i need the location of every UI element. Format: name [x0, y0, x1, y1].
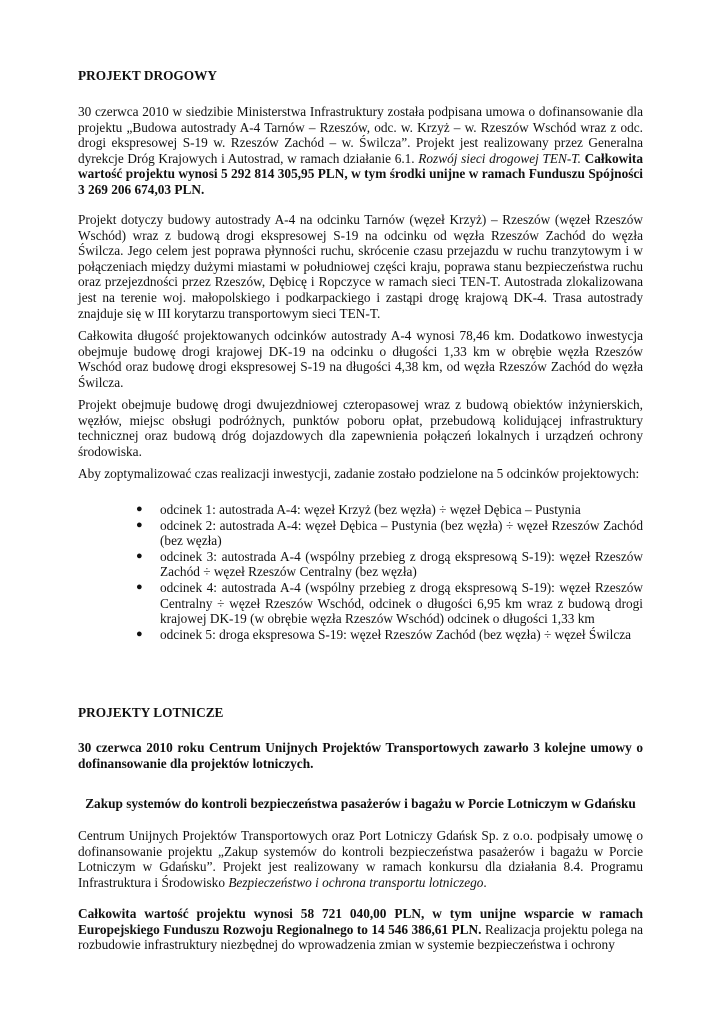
list-item: ● odcinek 1: autostrada A-4: węzeł Krzyż (bez węzła) ÷ węzeł Dębica – Pustynia	[136, 502, 581, 517]
road-sections-list	[78, 502, 643, 642]
bullet-icon: ●	[136, 503, 143, 515]
road-section-heading: PROJEKT DROGOWY	[78, 68, 218, 83]
bullet-icon: ●	[136, 518, 143, 531]
air-section-heading: PROJEKTY LOTNICZE	[78, 705, 224, 720]
air-lead-paragraph	[78, 740, 643, 771]
air-project-paragraph: Centrum Unijnych Projektów Transportowych oraz Port Lotniczy Gdańsk Sp. z o.o. podpisały umowę o dofinansowanie projektu „Zakup systemów do kontroli bezpieczeństwa pasażerów i bagażu w Porcie Lotniczym w Gdańsku”. Projekt jest realizowany w ramach konkursu dla działania 8.4. Programu Infrastruktura i Środowisko Bezpieczeństwo i ochrona transportu lotniczego.	[78, 828, 643, 890]
list-item: ● odcinek 4: autostrada A-4 (wspólny przebieg z drogą ekspresową S-19): węzeł Rzeszów Centralny ÷ węzeł Rzeszów Wschód, odcinek o długości 6,95 km wraz z budową drogi krajowej DK-19 (w obrębie węzła Rzeszów Wschód) odcinek o długości 1,33 km	[136, 579, 643, 627]
road-works-text: Projekt obejmuje budowę drogi dwujezdniowej czteropasowej wraz z budową obiektów inżynierskich, węzłów, miejsc obsługi podróżnych, punktów poboru opłat, przebudową kolidującej infrastruktury technicznej oraz budową dróg dojazdowych dla zapewnienia połączeń lokalnych i urządzeń ochrony środowiska.	[78, 397, 643, 459]
air-implementation-text: Realizacja projektu polega na rozbudowie infrastruktury niezbędnej do wprowadzenia zmian w systemie bezpieczeństwa i ochrony	[78, 921, 643, 953]
road-scope-text: Projekt dotyczy budowy autostrady A-4 na odcinku Tarnów (węzeł Krzyż) – Rzeszów (węzeł Rzeszów Wschód) wraz z budową drogi ekspresowej S-19 na odcinku od węzła Rzeszów Zachód do węzła Świlcza. Jego celem jest poprawa płynności ruchu, skrócenie czasu przejazdu w ruchu tranzytowym i w połączeniach między dużymi miastami w południowej części kraju, poprawa stanu bezpieczeństwa ruchu oraz przejezdności przez Rzeszów, Dębicę i Ropczyce w ramach sieci TEN-T. Autostrada zlokalizowana jest na terenie woj. małopolskiego i podkarpackiego i zastąpi drogę krajową DK-4. Trasa autostrady znajduje się w III korytarzu transportowym sieci TEN-T.	[78, 212, 643, 321]
road-intro-value: Całkowita wartość projektu wynosi 5 292 814 305,95 PLN, w tym środki unijne w ramach Funduszu Spójności 3 269 206 674,03 PLN.	[78, 150, 643, 197]
list-item: ● odcinek 2: autostrada A-4: węzeł Dębica – Pustynia (bez węzła) ÷ węzeł Rzeszów Zachód (bez węzła)	[136, 517, 643, 549]
air-project-text: Centrum Unijnych Projektów Transportowych oraz Port Lotniczy Gdańsk Sp. z o.o. podpisały umowę o dofinansowanie projektu „Zakup systemów do kontroli bezpieczeństwa pasażerów i bagażu w Porcie Lotniczym w Gdańsku”. Projekt jest realizowany w ramach konkursu dla działania 8.4. Programu Infrastruktura i Środowisko	[78, 828, 643, 890]
road-scope-paragraph	[78, 212, 643, 321]
air-lead-text: 30 czerwca 2010 roku Centrum Unijnych Projektów Transportowych zawarło 3 kolejne umowy o dofinansowanie dla projektów lotniczych.	[78, 740, 643, 771]
road-intro-program: Rozwój sieci drogowej TEN-T.	[418, 150, 581, 166]
road-works-paragraph	[78, 397, 643, 459]
list-item: ● odcinek 5: droga ekspresowa S-19: węzeł Rzeszów Zachód (bez węzła) ÷ węzeł Świlcza	[136, 626, 632, 642]
road-sections-intro-paragraph	[78, 466, 643, 482]
air-section-heading-block	[78, 705, 643, 721]
air-project-program: Bezpieczeństwo i ochrona transportu lotniczego	[228, 874, 484, 890]
road-sections-list-block	[78, 502, 643, 642]
road-sections-intro-text: Aby zoptymalizować czas realizacji inwestycji, zadanie zostało podzielone na 5 odcinków projektowych:	[78, 466, 640, 481]
road-intro-paragraph	[78, 104, 643, 198]
air-value-text: Całkowita wartość projektu wynosi 58 721 040,00 PLN, w tym unijne wsparcie w ramach Europejskiego Funduszu Rozwoju Regionalnego to 14 546 386,61 PLN.	[78, 906, 643, 937]
air-value-paragraph	[78, 906, 643, 953]
bullet-icon: ●	[136, 627, 143, 640]
bullet-icon: ●	[136, 549, 143, 562]
list-item: ● odcinek 3: autostrada A-4 (wspólny przebieg z drogą ekspresową S-19): węzeł Rzeszów Zachód ÷ węzeł Rzeszów Centralny (bez węzła)	[136, 548, 643, 580]
air-subheading-block	[78, 796, 643, 812]
road-length-paragraph	[78, 328, 643, 390]
air-project-title: Zakup systemów do kontroli bezpieczeństwa pasażerów i bagażu w Porcie Lotniczym w Gdańsku	[85, 796, 636, 811]
road-section-heading-block	[78, 68, 643, 84]
road-intro-text: 30 czerwca 2010 w siedzibie Ministerstwa Infrastruktury została podpisana umowa o dofinansowanie dla projektu „Budowa autostrady A-4 Tarnów – Rzeszów, odc. w. Krzyż – w. Rzeszów Wschód wraz z odc. drogi ekspresowej S-19 w. Rzeszów Zachód – w. Świlcza”. Projekt jest realizowany przez Generalna dyrekcje Dróg Krajowych i Autostrad, w ramach działanie 6.1.	[78, 104, 643, 166]
road-length-text: Całkowita długość projektowanych odcinków autostrady A-4 wynosi 78,46 km. Dodatkowo inwestycja obejmuje budowę drogi krajowej DK-19 na odcinku o długości 1,33 km w obrębie węzła Rzeszów Wschód oraz budowę drogi ekspresowej S-19 na długości 4,38 km, od węzła Rzeszów Zachód do węzła Świlcza.	[78, 328, 643, 390]
bullet-icon: ●	[136, 580, 143, 593]
